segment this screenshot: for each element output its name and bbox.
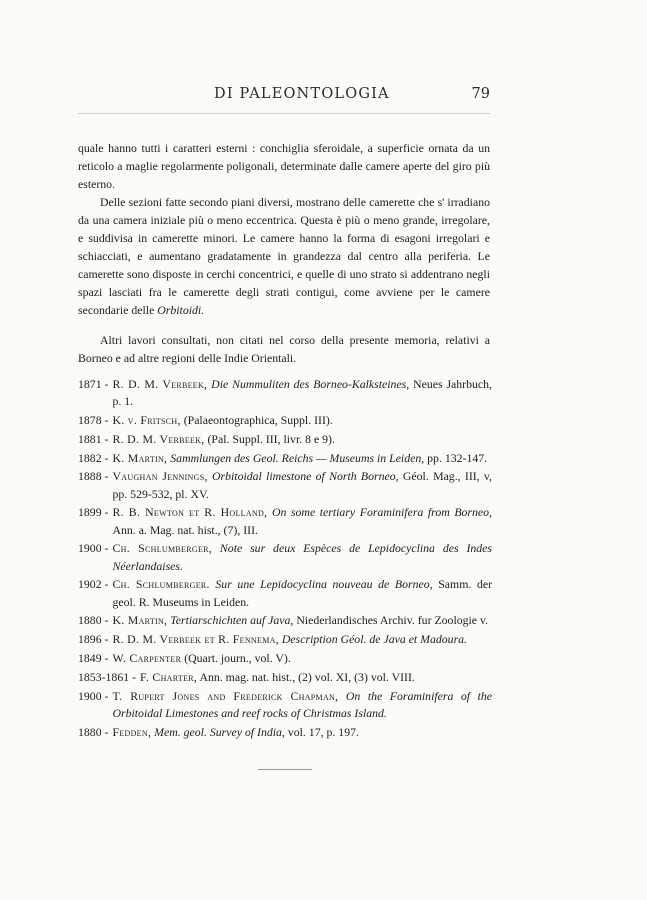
reference-entry — [78, 650, 492, 667]
reference-details: Samm. der geol. R. Museums in Leiden. — [112, 577, 493, 609]
reference-entry — [78, 669, 492, 686]
reference-title: Orbitoidal limestone of North Borneo, — [212, 469, 399, 484]
reference-details: (Quart. journ., vol. V). — [184, 650, 291, 665]
reference-title: On the Foraminifera of the Orbitoidal Limestones and reef rocks of Christmas Island. — [112, 688, 492, 720]
reference-title: Mem. geol. Survey of India, — [154, 724, 285, 739]
reference-author: R. D. M. Verbeek, — [112, 377, 208, 391]
reference-entry — [78, 412, 492, 429]
reference-content — [108, 431, 492, 448]
paragraph-1: quale hanno tutti i caratteri esterni : conchiglia sferoidale, a superficie ornata da un reticolo a maglie regolarmente poligonali, determinate dalle camere aperte del giro più esterno. — [78, 141, 490, 191]
reference-details: Niederlandisches Archiv. fur Zoologie v. — [296, 613, 489, 628]
end-rule — [258, 769, 312, 770]
reference-year: 1881 - — [78, 431, 109, 446]
reference-title: Sammlungen des Geol. Reichs — Museums in Leiden, — [170, 450, 425, 465]
reference-year: 1902 - — [78, 577, 109, 592]
reference-content — [136, 669, 492, 686]
reference-author: K. v. Fritsch, — [112, 413, 181, 427]
page-number: 79 — [471, 86, 490, 102]
reference-content — [108, 450, 492, 467]
reference-details: vol. 17, p. 197. — [287, 724, 359, 739]
body-text — [78, 139, 490, 367]
reference-title: Description Géol. de Java et Madoura. — [281, 632, 468, 647]
reference-author: R. B. Newton et R. Holland, — [112, 505, 268, 520]
reference-details: (Pal. Suppl. III, livr. 8 e 9). — [207, 431, 335, 446]
reference-author: W. Carpenter — [112, 650, 182, 665]
reference-author: Fedden, — [112, 724, 152, 739]
reference-author: Ch. Schlumberger. — [112, 577, 210, 592]
reference-title: Tertiarschichten auf Java, — [170, 613, 294, 628]
paragraph-2-text: Delle sezioni fatte secondo piani diversi, mostrano delle camerette che s' irradiano da una camera iniziale più o meno eccentrica. Questa è più o meno grande, irregolare, e suddivisa in camerette minori. Le camere hanno la forma di esagoni irregolari e schiacciati, e aumentano gradatamente in grandezza dal centro alla periferia. Le camerette sono disposte in cerchi concentrici, e quelle di uno strato si addentrano negli spazi lasciati fra le camerette degli strati contigui, come avviene per le camere secondarie delle — [78, 195, 490, 317]
reference-author: K. Martin, — [112, 450, 168, 465]
reference-year: 1853-1861 - — [78, 669, 136, 684]
reference-content — [108, 631, 492, 648]
reference-content — [108, 376, 492, 410]
reference-title: On some tertiary Foraminifera from Borneo, — [271, 505, 493, 520]
reference-details: Géol. Mag., III, v, pp. 529-532, pl. XV. — [112, 469, 492, 501]
reference-entry — [78, 468, 492, 502]
reference-year: 1900 - — [78, 541, 109, 556]
reference-entry — [78, 612, 492, 629]
reference-content — [108, 412, 492, 429]
reference-year: 1900 - — [78, 688, 109, 703]
reference-entry — [78, 504, 492, 538]
reference-content — [108, 504, 492, 538]
reference-author: R. D. M. Verbeek, — [112, 431, 205, 446]
running-header — [78, 86, 490, 108]
reference-content — [108, 540, 492, 574]
reference-content — [108, 688, 492, 722]
reference-details: Ann. a. Mag. nat. hist., (7), III. — [112, 522, 258, 537]
reference-entry — [78, 450, 492, 467]
reference-entry — [78, 376, 492, 410]
reference-year: 1896 - — [78, 632, 109, 647]
reference-author: F. Charter, — [140, 669, 198, 684]
reference-details: (Palaeontographica, Suppl. III). — [183, 413, 333, 427]
reference-title: Note sur deux Espèces de Lepidocyclina des Indes Néerlandaises. — [112, 541, 492, 573]
reference-author: Vaughan Jennings, — [112, 469, 208, 484]
paragraph-2-italic: Orbitoidi. — [157, 303, 205, 317]
reference-details: Neues Jahrbuch, p. 1. — [112, 377, 492, 409]
reference-content — [108, 612, 492, 629]
reference-details: pp. 132-147. — [427, 450, 488, 465]
reference-author: K. Martin, — [112, 613, 168, 628]
reference-author: Ch. Schlumberger, — [112, 541, 213, 556]
reference-author: T. Rupert Jones and Frederick Chapman, — [112, 688, 339, 703]
reference-year: 1880 - — [78, 724, 109, 739]
reference-content — [108, 468, 492, 502]
reference-content — [108, 650, 492, 667]
reference-entry — [78, 576, 492, 610]
reference-list — [78, 376, 492, 742]
reference-year: 1849 - — [78, 650, 109, 665]
reference-entry — [78, 540, 492, 574]
paragraph-2 — [78, 193, 490, 319]
reference-details: Ann. mag. nat. hist., (2) vol. XI, (3) vol. VIII. — [199, 669, 415, 684]
header-rule — [78, 113, 490, 114]
reference-year: 1899 - — [78, 505, 109, 520]
running-title: DI PALEONTOLOGIA — [214, 86, 390, 102]
reference-content — [108, 576, 492, 610]
reference-year: 1871 - — [78, 377, 109, 391]
reference-entry — [78, 688, 492, 722]
reference-title: Die Nummuliten des Borneo-Kalksteines, — [211, 377, 410, 391]
reference-year: 1878 - — [78, 413, 109, 427]
reference-entry — [78, 631, 492, 648]
reference-year: 1880 - — [78, 613, 109, 628]
reference-content — [108, 724, 492, 741]
paragraph-3: Altri lavori consultati, non citati nel corso della presente memoria, relativi a Borneo e ad altre regioni delle Indie Orientali. — [78, 333, 490, 365]
reference-year: 1882 - — [78, 450, 109, 465]
reference-title: Sur une Lepidocyclina nouveau de Borneo, — [215, 577, 433, 592]
reference-entry — [78, 431, 492, 448]
reference-entry — [78, 724, 492, 741]
reference-author: R. D. M. Verbeek et R. Fennema, — [112, 632, 279, 647]
reference-year: 1888 - — [78, 469, 109, 484]
